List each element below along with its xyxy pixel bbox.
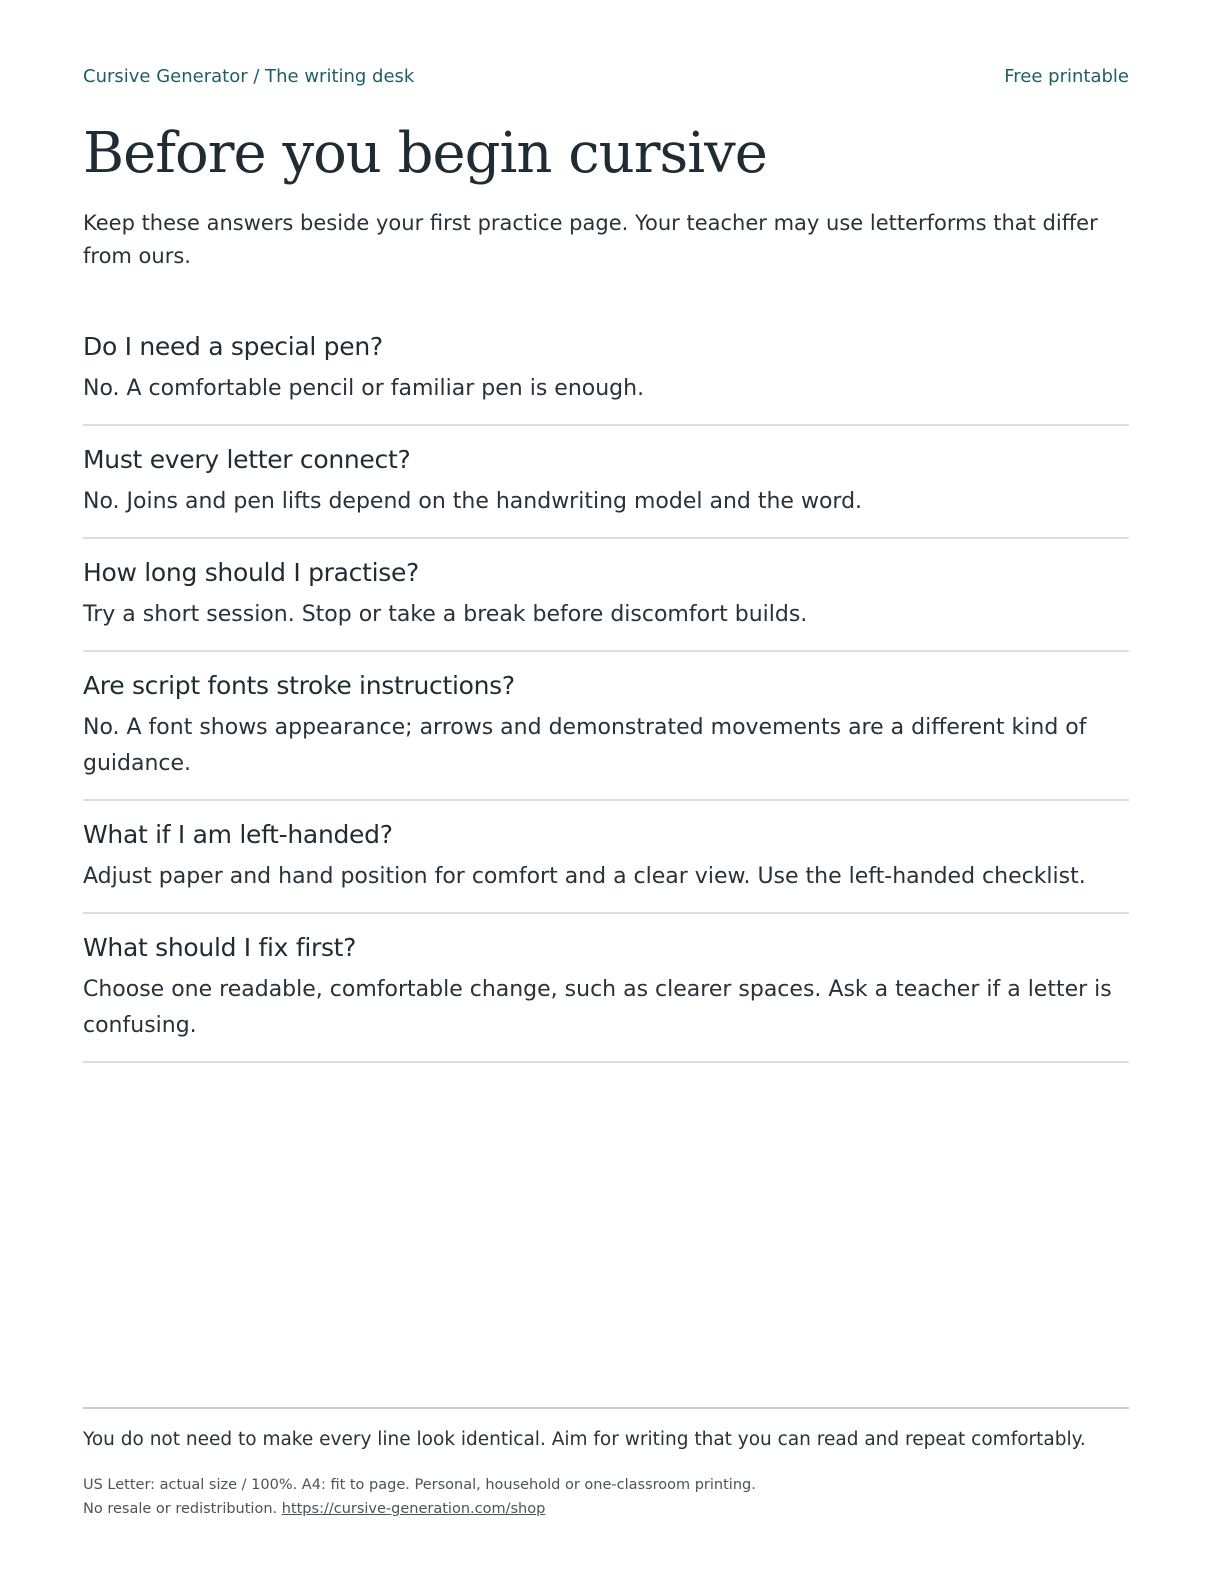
page-title: Before you begin cursive bbox=[83, 121, 767, 186]
page-footer bbox=[83, 1407, 1129, 1521]
faq-question: Do I need a special pen? bbox=[83, 332, 383, 361]
faq-item bbox=[83, 801, 1129, 914]
license-text: No resale or redistribution. bbox=[83, 1501, 278, 1517]
faq-question: Must every letter connect? bbox=[83, 445, 411, 474]
faq-answer: No. A font shows appearance; arrows and demonstrated movements are a different kind of guidance. bbox=[83, 715, 1087, 776]
intro-text: Keep these answers beside your first practice page. Your teacher may use letterforms that differ from ours. bbox=[83, 211, 1098, 268]
faq-list bbox=[83, 313, 1129, 1063]
faq-question: What if I am left-handed? bbox=[83, 820, 393, 849]
fine-print bbox=[83, 1473, 1129, 1521]
faq-answer: Adjust paper and hand position for comfort and a clear view. Use the left-handed checklist. bbox=[83, 864, 1086, 889]
printable-page bbox=[83, 0, 1129, 1584]
faq-answer: Choose one readable, comfortable change, such as clearer spaces. Ask a teacher if a letter is confusing. bbox=[83, 977, 1112, 1038]
breadcrumb[interactable]: Cursive Generator / The writing desk bbox=[83, 66, 415, 87]
print-info: US Letter: actual size / 100%. A4: fit to page. Personal, household or one-classroom printing. bbox=[83, 1477, 756, 1493]
top-bar bbox=[83, 66, 1129, 92]
faq-item bbox=[83, 539, 1129, 652]
faq-item bbox=[83, 313, 1129, 426]
faq-question: What should I fix first? bbox=[83, 933, 357, 962]
faq-question: How long should I practise? bbox=[83, 558, 420, 587]
faq-item bbox=[83, 426, 1129, 539]
footer-note: You do not need to make every line look identical. Aim for writing that you can read and repeat comfortably. bbox=[83, 1429, 1086, 1450]
faq-answer: Try a short session. Stop or take a break before discomfort builds. bbox=[83, 602, 808, 627]
faq-answer: No. Joins and pen lifts depend on the handwriting model and the word. bbox=[83, 489, 863, 514]
faq-answer: No. A comfortable pencil or familiar pen is enough. bbox=[83, 376, 645, 401]
faq-question: Are script fonts stroke instructions? bbox=[83, 671, 515, 700]
faq-item bbox=[83, 652, 1129, 801]
shop-link[interactable]: https://cursive-generation.com/shop bbox=[281, 1501, 546, 1517]
faq-item bbox=[83, 914, 1129, 1063]
free-printable-label: Free printable bbox=[1004, 66, 1129, 87]
